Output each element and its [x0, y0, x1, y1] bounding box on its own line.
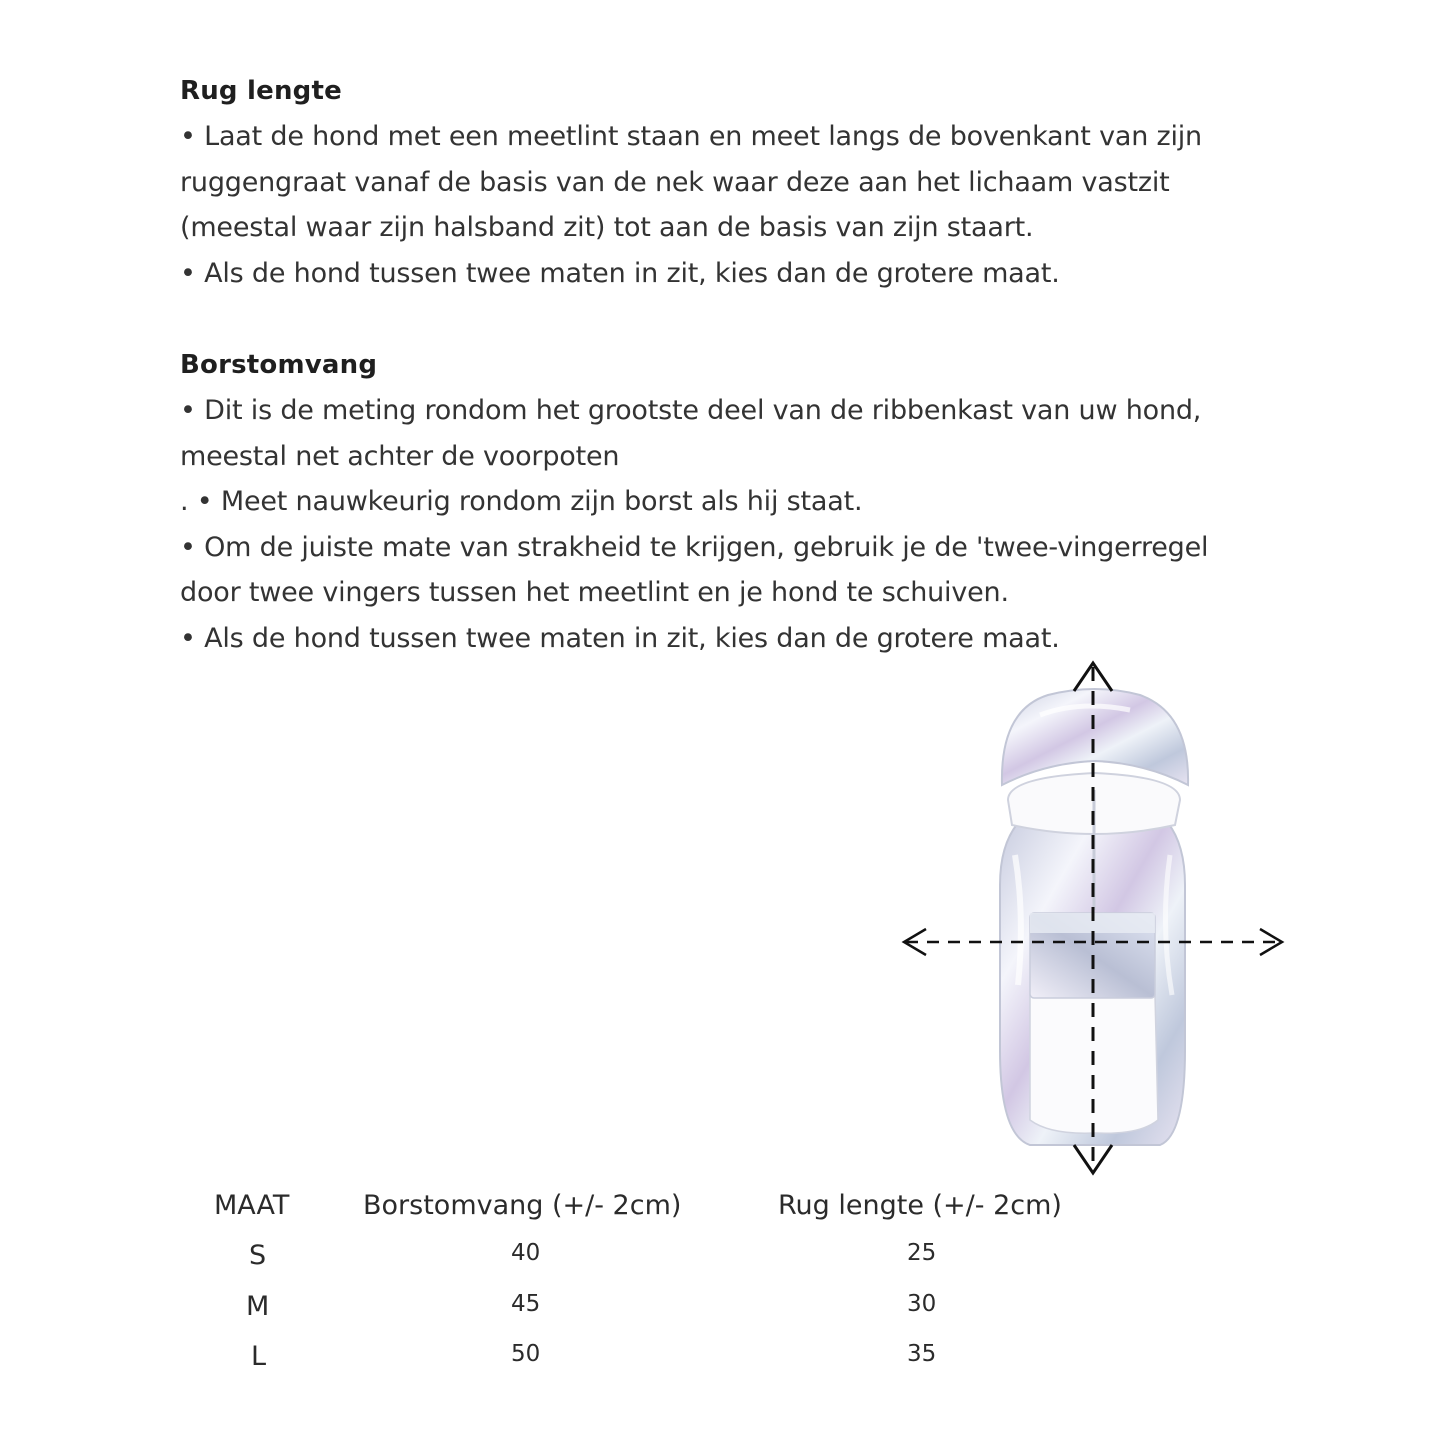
table-cell-size: L	[251, 1341, 267, 1372]
table-cell-size: S	[249, 1240, 267, 1271]
table-header-maat: MAAT	[214, 1190, 290, 1221]
borstomvang-line: • Om de juiste mate van strakheid te krijgen, gebruik je de 'twee-vingerregel	[180, 531, 1209, 563]
borstomvang-line: door twee vingers tussen het meetlint en je hond te schuiven.	[180, 577, 1009, 608]
borstomvang-line: • Dit is de meting rondom het grootste deel van de ribbenkast van uw hond,	[180, 395, 1202, 426]
borstomvang-heading: Borstomvang	[180, 350, 378, 380]
table-cell-chest: 40	[511, 1240, 541, 1266]
rug-lengte-heading: Rug lengte	[180, 76, 342, 106]
table-cell-back: 30	[907, 1291, 937, 1317]
borstomvang-line: • Als de hond tussen twee maten in zit, kies dan de grotere maat.	[180, 622, 1060, 654]
table-cell-chest: 45	[511, 1291, 541, 1317]
table-cell-chest: 50	[511, 1341, 541, 1367]
dog-coat-measurement-figure	[890, 655, 1295, 1180]
rug-lengte-line: ruggengraat vanaf de basis van de nek waar deze aan het lichaam vastzit	[180, 166, 1170, 198]
rug-lengte-line: (meestal waar zijn halsband zit) tot aan de basis van zijn staart.	[180, 212, 1034, 243]
rug-lengte-line: • Laat de hond met een meetlint staan en meet langs de bovenkant van zijn	[180, 121, 1202, 152]
table-header-borstomvang: Borstomvang (+/- 2cm)	[363, 1190, 682, 1221]
rug-lengte-line: • Als de hond tussen twee maten in zit, kies dan de grotere maat.	[180, 257, 1060, 289]
table-cell-back: 35	[907, 1341, 937, 1367]
table-header-rug-lengte: Rug lengte (+/- 2cm)	[778, 1190, 1062, 1221]
borstomvang-section	[180, 342, 1290, 661]
table-cell-back: 25	[907, 1240, 937, 1266]
borstomvang-line: meestal net achter de voorpoten	[180, 440, 620, 472]
rug-lengte-section	[180, 68, 1290, 296]
table-cell-size: M	[246, 1291, 270, 1322]
borstomvang-line: . • Meet nauwkeurig rondom zijn borst als hij staat.	[180, 486, 863, 517]
